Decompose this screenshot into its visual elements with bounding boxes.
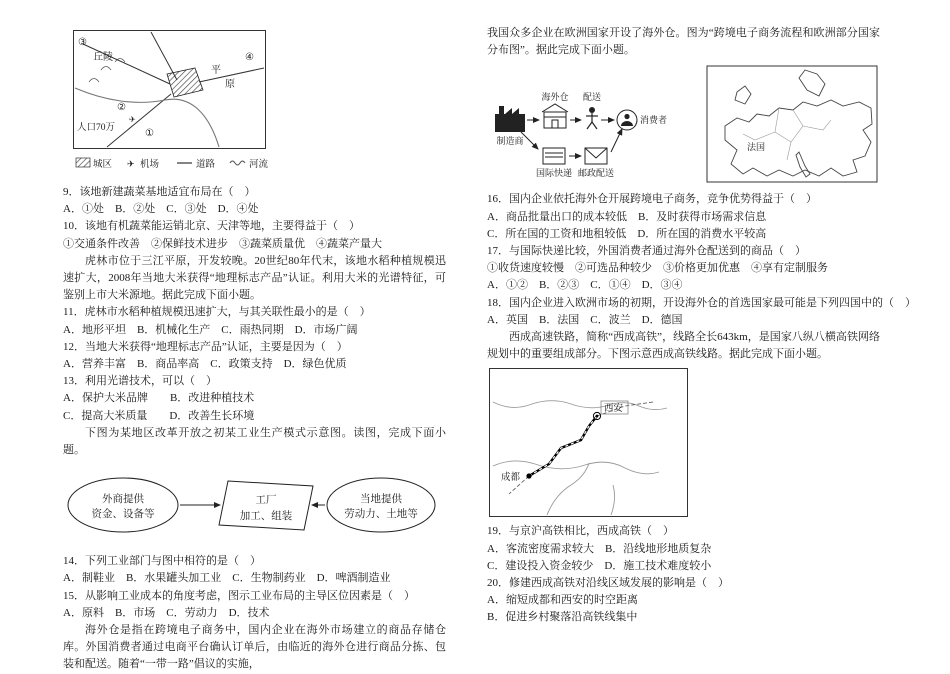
question-10-options: ①交通条件改善 ②保鲜技术进步 ③蔬菜质量优 ④蔬菜产量大 <box>63 237 382 250</box>
question-15: 15．从影响工业成本的角度考虑，图示工业布局的主导区位因素是（ ） <box>63 589 415 602</box>
question-19-options-2: C．建设投入资金较少 D．施工技术难度较小 <box>487 559 712 572</box>
europe-country-borders <box>743 108 831 160</box>
rail-map-border <box>490 369 688 517</box>
map-label-2: ② <box>117 102 126 113</box>
arrow-postal-to-consumer-icon <box>611 129 622 152</box>
question-11-options: A．地形平坦 B．机械化生产 C．雨热同期 D．市场广阔 <box>63 323 358 336</box>
express-parcel-icon <box>543 148 565 164</box>
passage-industry-figure: 下图为某地区改革开放之初某工业生产模式示意图。读图，完成下面小题。 <box>63 426 446 457</box>
legend-urban-swatch <box>76 158 90 167</box>
question-18-options: A．英国 B．法国 C．波兰 D．德国 <box>487 313 683 326</box>
postal-envelope-icon <box>585 148 607 164</box>
chengdu-city-dot <box>526 474 531 479</box>
europe-map-outline <box>725 70 872 177</box>
map-label-plain-2: 原 <box>225 79 235 90</box>
high-speed-rail-line <box>529 416 597 476</box>
map-label-population: 人口70万 <box>77 123 116 133</box>
local-supply-label-1: 当地提供 <box>360 494 402 506</box>
question-14-options: A．制鞋业 B．水果罐头加工业 C．生物制药业 D．啤酒制造业 <box>63 572 391 585</box>
question-9-options: A．①处 B．②处 C．③处 D．④处 <box>63 203 259 216</box>
legend-airplane-icon: ✈ <box>127 160 135 170</box>
map-label-3: ③ <box>78 37 87 48</box>
question-20: 20．修建西成高铁对沿线区域发展的影响是（ ） <box>487 577 729 590</box>
ecommerce-flow-figure <box>487 64 879 186</box>
passage-overseas-warehouse: 海外仓是指在跨境电子商务中，国内企业在海外市场建立的商品存储仓库。外国消费者通过电商平台确认订单后，由临近的海外仓进行商品分拣、包装和配送。随着“一带一路”倡议的实施， <box>63 624 446 671</box>
map-label-plain-1: 平 <box>211 65 221 76</box>
warehouse-icon <box>542 104 568 128</box>
map-label-hill: 丘陵 <box>93 52 113 63</box>
question-19: 19．与京沪高铁相比，西成高铁（ ） <box>487 525 674 538</box>
question-12-options: A．营养丰富 B．商品率高 C．政策支持 D．绿色优质 <box>63 358 347 371</box>
legend-airport-label: 机场 <box>140 160 160 170</box>
xian-label: 西安 <box>604 404 624 415</box>
factory-label-1: 工厂 <box>255 495 277 507</box>
question-15-options: A．原料 B．市场 C．劳动力 D．技术 <box>63 606 270 619</box>
chengdu-label: 成都 <box>501 473 521 484</box>
legend-river-swatch <box>230 161 245 165</box>
river-lines <box>493 401 667 515</box>
question-11: 11．虎林市水稻种植规模迅速扩大，与其关联性最小的是（ ） <box>63 306 371 319</box>
question-10: 10．该地有机蔬菜能运销北京、天津等地，主要得益于（ ） <box>63 220 360 233</box>
right-column <box>487 25 916 627</box>
consumer-label: 消费者 <box>640 115 668 126</box>
map-legend <box>76 158 269 170</box>
passage-rail: 西成高速铁路，简称“西成高铁”，线路全长643km，是国家八纵八横高铁网络规划中的重要组成部分。下图示意西成高铁线路。据此完成下面小题。 <box>487 331 880 361</box>
foreign-investor-label-2: 资金、设备等 <box>91 509 155 521</box>
region-map-figure <box>73 30 278 178</box>
delivery-label: 配送 <box>582 92 602 103</box>
question-17-items: ①收货速度较慢 ②可选品种较少 ③价格更加优惠 ④享有定制服务 <box>487 262 828 275</box>
passage-hulin: 虎林市位于三江平原，开发较晚。20世纪80年代末，该地水稻种植规模迅速扩大，2008年当地大米获得“地理标志产品”认证。利用大米的光谱特征，可鉴别上市大米源地。据此完成下面小题。 <box>63 254 446 302</box>
airport-symbol-icon: ✈ <box>129 115 136 124</box>
map-label-1: ① <box>145 128 154 139</box>
local-supply-node <box>327 478 435 532</box>
passage-intro-europe: 我国众多企业在欧洲国家开设了海外仓。图为“跨境电子商务流程和欧洲部分国家分布图”。据此完成下面小题。 <box>487 27 880 57</box>
map-label-4: ④ <box>245 52 254 63</box>
france-label: 法国 <box>747 142 766 153</box>
factory-label-2: 加工、组装 <box>239 511 293 523</box>
question-20-option-a: A．缩短成都和西安的时空距离 <box>487 594 638 607</box>
legend-urban-label: 城区 <box>93 160 113 170</box>
question-19-options-1: A．客流密度需求较大 B．沿线地形地质复杂 <box>487 542 712 555</box>
warehouse-label: 海外仓 <box>541 92 569 103</box>
postal-label: 邮政配送 <box>577 168 615 179</box>
question-17: 17．与国际快递比较，外国消费者通过海外仓配送到的商品（ ） <box>487 245 806 258</box>
express-label: 国际快递 <box>535 168 573 179</box>
local-supply-label-2: 劳动力、土地等 <box>344 509 418 521</box>
legend-river-label: 河流 <box>249 160 269 170</box>
rail-map-figure <box>489 368 694 518</box>
question-20-option-b: B．促进乡村聚落沿高铁线集中 <box>487 611 638 624</box>
question-13: 13．利用光谱技术，可以（ ） <box>63 375 217 388</box>
factory-icon <box>495 106 525 132</box>
question-12: 12．当地大米获得“地理标志产品”认证，主要是因为（ ） <box>63 340 348 353</box>
question-16-options-1: A．商品批量出口的成本较低 B．及时获得市场需求信息 <box>487 210 767 223</box>
left-column <box>63 30 446 674</box>
foreign-investor-label-1: 外商提供 <box>102 494 144 506</box>
europe-map-border <box>707 66 877 182</box>
arrow-to-express-icon <box>521 132 538 149</box>
question-16-options-2: C．所在国的工资和地租较低 D．所在国的消费水平较高 <box>487 227 767 240</box>
foreign-investor-node <box>68 478 178 532</box>
question-18: 18．国内企业进入欧洲市场的初期，开设海外仓的首选国家最可能是下列四国中的（ ） <box>487 296 916 309</box>
legend-road-label: 道路 <box>196 160 216 170</box>
question-17-options: A．①② B．②③ C．①④ D．③④ <box>487 279 683 292</box>
industry-flow-figure <box>63 463 438 547</box>
consumer-icon <box>617 110 637 130</box>
xian-city-marker <box>593 413 600 420</box>
question-9: 9．该地新建蔬菜基地适宜布局在（ ） <box>63 186 256 198</box>
other-rail-lines <box>509 402 653 494</box>
question-13-options-1: A．保护大米品牌 B．改进种植技术 <box>63 392 255 405</box>
question-16: 16．国内企业依托海外仓开展跨境电子商务，竞争优势得益于（ ） <box>487 193 817 206</box>
delivery-person-icon <box>586 107 598 129</box>
question-13-options-2: C．提高大米质量 D．改善生长环境 <box>63 409 255 422</box>
question-14: 14．下列工业部门与图中相符的是（ ） <box>63 555 261 568</box>
manufacturer-label: 制造商 <box>496 136 524 147</box>
